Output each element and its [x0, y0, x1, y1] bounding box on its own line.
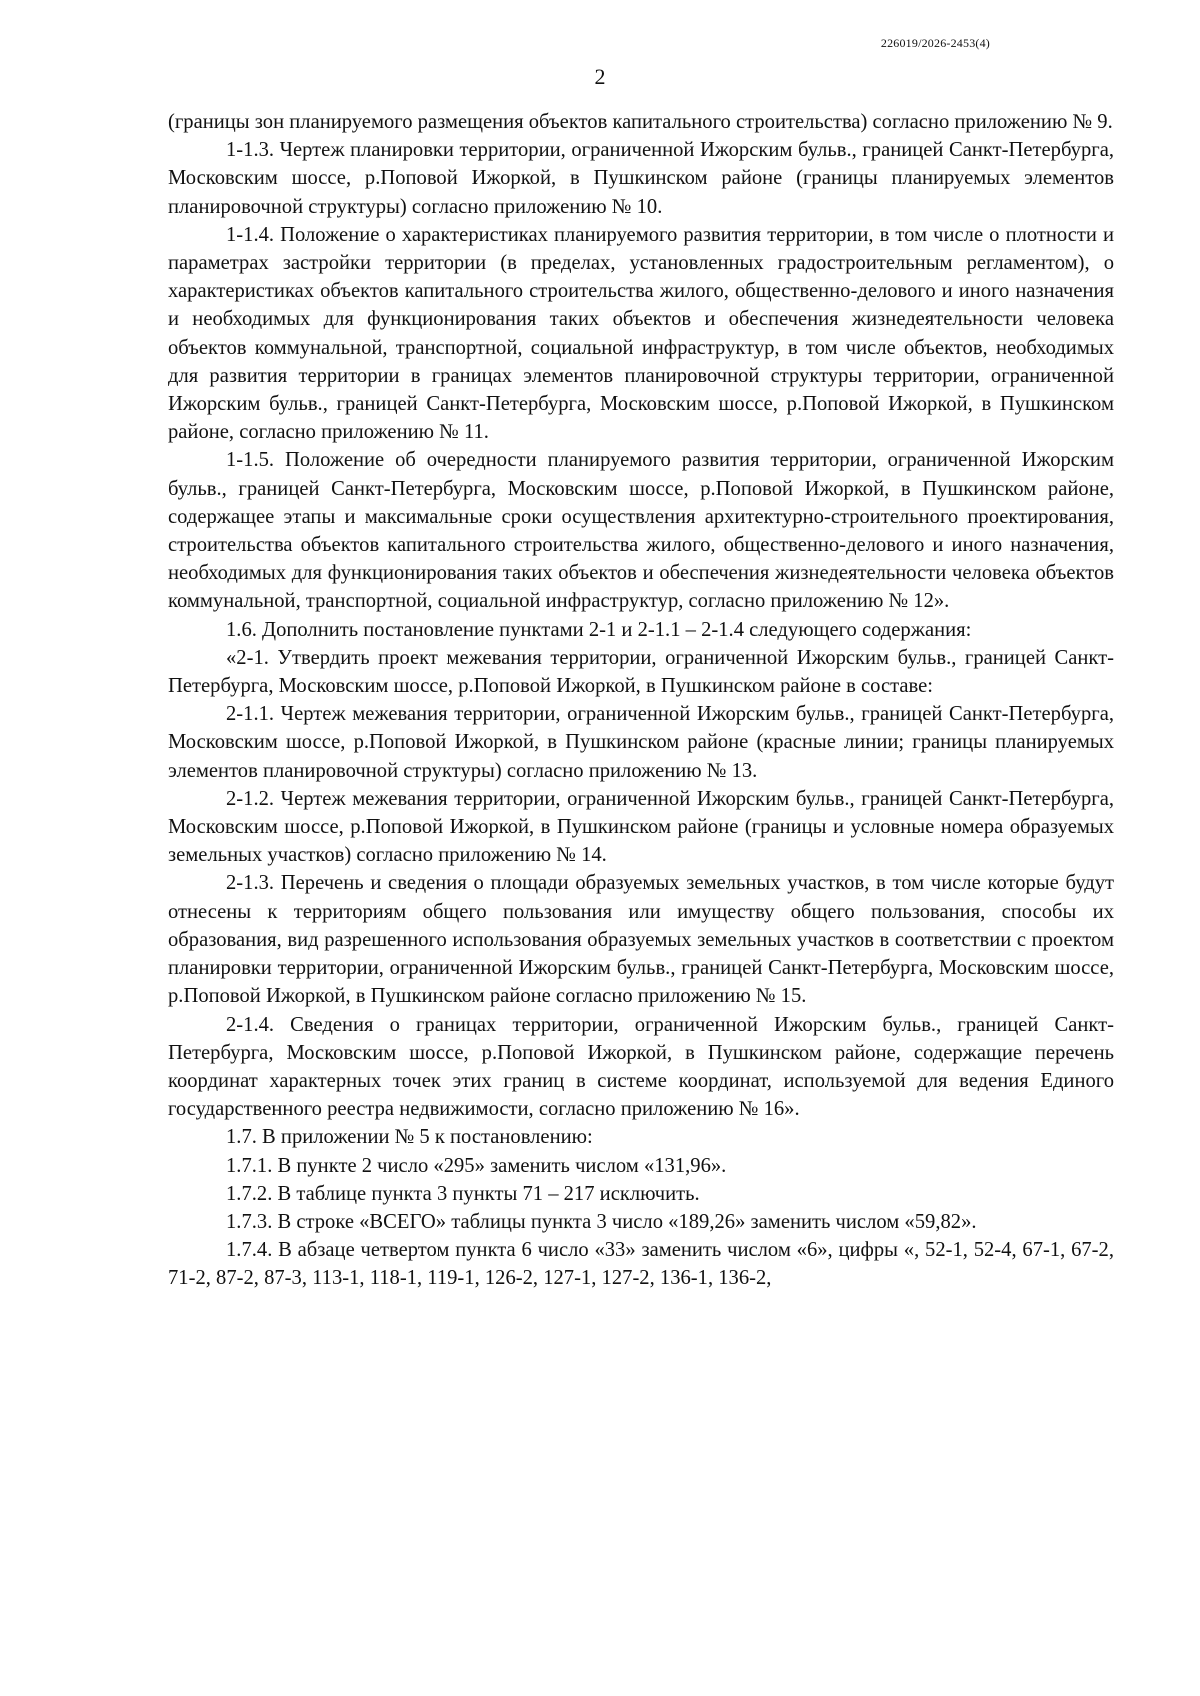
page-number: 2 [594, 64, 606, 89]
paragraph: (границы зон планируемого размещения объектов капитального строительства) согласно приложению № 9. [168, 111, 1113, 133]
paragraph: 2-1.2. Чертеж межевания территории, ограниченной Ижорским бульв., границей Санкт-Петербурга, Московским шоссе, р.Поповой Ижоркой, в Пушкинском районе (границы и условные номера образуемых земельных участков) согласно приложению № 14. [168, 787, 1114, 867]
paragraph: 1.7.3. В строке «ВСЕГО» таблицы пункта 3 число «189,26» заменить числом «59,82». [226, 1210, 977, 1233]
paragraph: 1-1.3. Чертеж планировки территории, ограниченной Ижорским бульв., границей Санкт-Петербурга, Московским шоссе, р.Поповой Ижоркой, в Пушкинском районе (границы планируемых элементов планировочной структуры) согласно приложению № 10. [168, 139, 1114, 218]
paragraph: 1.7.4. В абзаце четвертом пункта 6 число «33» заменить числом «6», цифры «, 52-1, 52-4, 67-1, 67-2, 71-2, 87-2, 87-3, 113-1, 118-1, 119-1, 126-2, 127-1, 127-2, 136-1, 136-2, [168, 1239, 1114, 1290]
paragraph: 2-1.3. Перечень и сведения о площади образуемых земельных участков, в том числе которые будут отнесены к территориям общего пользования или имуществу общего пользования, способы их образования, вид разрешенного использования образуемых земельных участков в соответствии с проектом планировки территории, ограниченной Ижорским бульв., границей Санкт-Петербурга, Московским шоссе, р.Поповой Ижоркой, в Пушкинском районе согласно приложению № 15. [168, 872, 1114, 1008]
paragraph: 2-1.1. Чертеж межевания территории, ограниченной Ижорским бульв., границей Санкт-Петербурга, Московским шоссе, р.Поповой Ижоркой, в Пушкинском районе (красные линии; границы планируемых элементов планировочной структуры) согласно приложению № 13. [168, 703, 1114, 782]
paragraph: 1.6. Дополнить постановление пунктами 2-1 и 2-1.1 – 2-1.4 следующего содержания: [226, 618, 972, 641]
paragraph: 1.7. В приложении № 5 к постановлению: [226, 1126, 593, 1149]
paragraph: 1-1.5. Положение об очередности планируемого развития территории, ограниченной Ижорским бульв., границей Санкт-Петербурга, Московским шоссе, р.Поповой Ижоркой, в Пушкинском районе, содержащее этапы и максимальные сроки осуществления архитектурно-строительного проектирования, строительства объектов капитального строительства жилого, общественно-делового и иного назначения, необходимых для функционирования таких объектов и обеспечения жизнедеятельности человека объектов коммунальной, транспортной, социальной инфраструктур, согласно приложению № 12». [168, 449, 1114, 613]
document-body [168, 108, 1114, 1293]
paragraph: «2-1. Утвердить проект межевания территории, ограниченной Ижорским бульв., границей Санкт-Петербурга, Московским шоссе, р.Поповой Ижоркой, в Пушкинском районе в составе: [168, 646, 1114, 698]
paragraph: 1-1.4. Положение о характеристиках планируемого развития территории, в том числе о плотности и параметрах застройки территории (в пределах, установленных градостроительным регламентом), о характеристиках объектов капитального строительства жилого, общественно-делового и иного назначения и необходимых для функционирования таких объектов и обеспечения жизнедеятельности человека объектов коммунальной, транспортной, социальной инфраструктур, в том числе объектов, необходимых для развития территории в границах элементов планировочной структуры территории, ограниченной Ижорским бульв., границей Санкт-Петербурга, Московским шоссе, р.Поповой Ижоркой, в Пушкинском районе, согласно приложению № 11. [168, 223, 1114, 444]
paragraph: 1.7.2. В таблице пункта 3 пункты 71 – 217 исключить. [226, 1182, 700, 1205]
paragraph: 2-1.4. Сведения о границах территории, ограниченной Ижорским бульв., границей Санкт-Петербурга, Московским шоссе, р.Поповой Ижоркой, в Пушкинском районе, содержащие перечень координат характерных точек этих границ в системе координат, используемой для ведения Единого государственного реестра недвижимости, согласно приложению № 16». [168, 1013, 1114, 1121]
paragraph: 1.7.1. В пункте 2 число «295» заменить числом «131,96». [226, 1154, 727, 1177]
document-code: 226019/2026-2453(4) [880, 36, 990, 50]
